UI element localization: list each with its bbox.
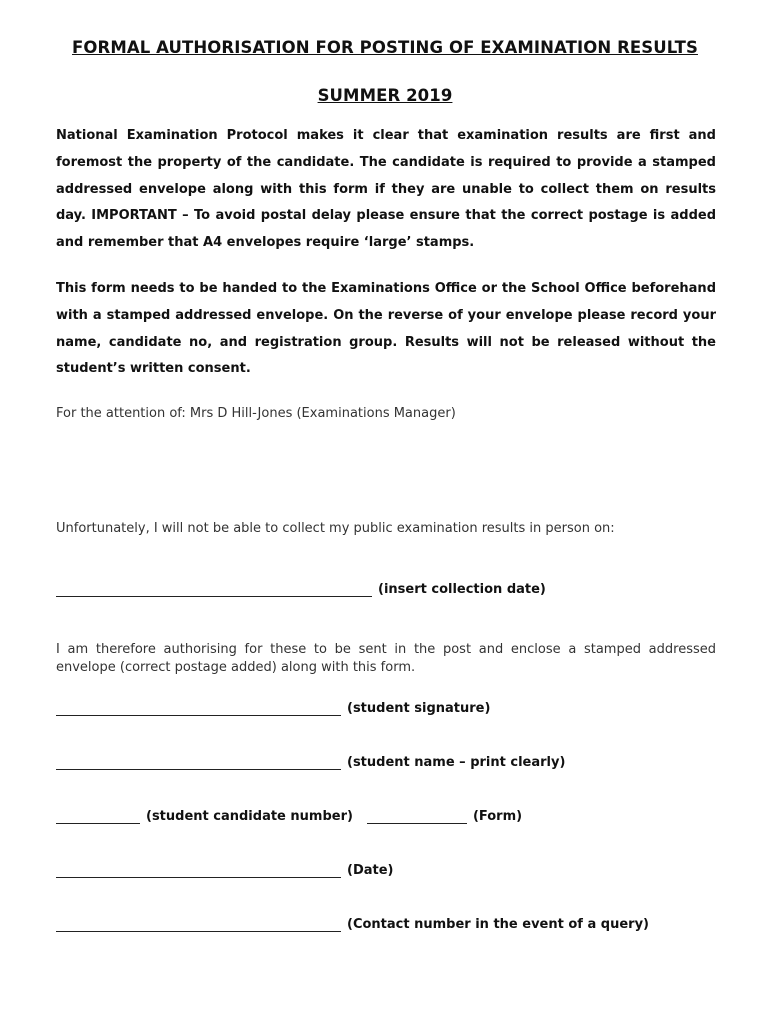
collection-date-row [56, 575, 546, 597]
form-group-field[interactable] [367, 809, 467, 824]
instructions-paragraph: This form needs to be handed to the Examinations Office or the School Office beforehand with a stamped addressed envelope. On the reverse of your envelope please record your name, candidate no, and registration group. Results will not be released without the student’s written consent. [56, 281, 716, 377]
document-subtitle: SUMMER 2019 [317, 86, 453, 105]
date-row [56, 856, 393, 878]
student-signature-label: (student signature) [347, 701, 491, 716]
student-name-field[interactable] [56, 755, 341, 770]
protocol-paragraph: National Examination Protocol makes it clear that examination results are first and foremost the property of the candidate. The candidate is required to provide a stamped addressed envelope along with this form if they are unable to collect them on results day. IMPORTANT – To avoid postal delay please ensure that the correct postage is added and remember that A4 envelopes require ‘large’ stamps. [56, 128, 716, 251]
student-name-label: (student name – print clearly) [347, 755, 566, 770]
contact-number-row [56, 910, 649, 932]
form-group-label: (Form) [472, 809, 523, 824]
contact-number-field[interactable] [56, 917, 341, 932]
collection-date-field[interactable] [56, 582, 372, 597]
unable-to-collect-statement: Unfortunately, I will not be able to collect my public examination results in person on: [56, 521, 615, 536]
date-label: (Date) [347, 863, 394, 878]
student-signature-row [56, 694, 490, 716]
collection-date-label: (insert collection date) [378, 582, 546, 597]
date-field[interactable] [56, 863, 341, 878]
document-title: FORMAL AUTHORISATION FOR POSTING OF EXAMINATION RESULTS [72, 38, 698, 57]
candidate-number-label: (student candidate number) [146, 809, 353, 824]
authorisation-statement: I am therefore authorising for these to be sent in the post and enclose a stamped addressed envelope (correct postage added) along with this form. [56, 642, 716, 675]
student-name-row [56, 748, 565, 770]
student-signature-field[interactable] [56, 701, 341, 716]
contact-number-label: (Contact number in the event of a query) [347, 917, 649, 932]
candidate-number-field[interactable] [56, 809, 140, 824]
attention-line: For the attention of: Mrs D Hill-Jones (Examinations Manager) [56, 406, 456, 421]
candidate-number-row [56, 802, 522, 824]
